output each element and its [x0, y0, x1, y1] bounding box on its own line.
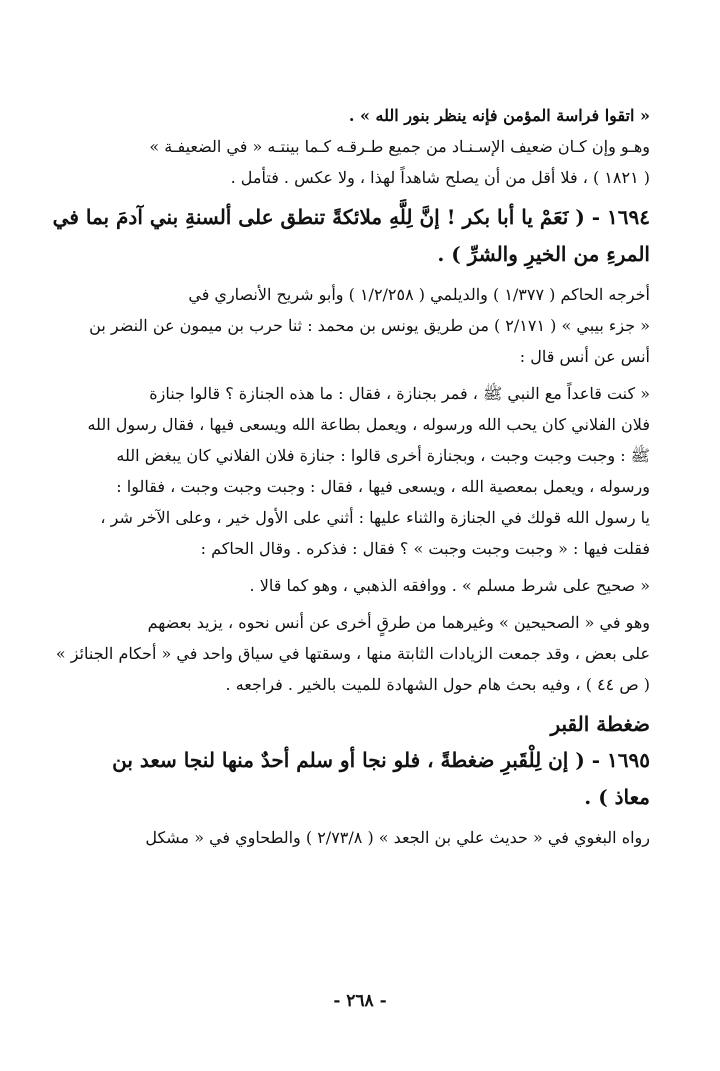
page-number: - ٢٦٨ -	[333, 991, 387, 1011]
text-line: ورسوله ، ويعمل بمعصية الله ، ويسعى فيها ، فقال : وجبت وجبت وجبت ، فقالوا :	[116, 477, 650, 496]
hadith-text-line: ١٦٩٤ - ( نَعَمْ يا أبا بكر ! إنَّ لِلَّهِ ملائكةً تنطق على ألسنةِ بني آدمَ بما في	[52, 205, 650, 229]
section-heading: ضغطة القبر	[550, 712, 650, 736]
text-line: ﷺ : وجبت وجبت وجبت ، وبجنازة أخرى قالوا : جنازة فلان الفلاني كان يبغض الله	[116, 446, 650, 465]
text-line: فقلت فيها : « وجبت وجبت وجبت » ؟ فقال : فذكره . وقال الحاكم :	[200, 539, 650, 558]
text-line: على بعض ، وقد جمعت الزيادات الثابتة منها ، وسقتها في سياق واحد في « أحكام الجنائز »	[55, 644, 650, 663]
text-line: وهو في « الصحيحين » وغيرهما من طرقٍ أخرى عن أنس نحوه ، يزيد بعضهم	[147, 613, 650, 632]
text-line: ( ص ٤٤ ) ، وفيه بحث هام حول الشهادة للميت بالخير . فراجعه .	[225, 675, 650, 694]
text-line: « اتقوا فراسة المؤمن فإنه ينظر بنور الله » .	[348, 106, 650, 125]
text-line: « كنت قاعداً مع النبي ﷺ ، فمر بجنازة ، فقال : ما هذه الجنازة ؟ قالوا جنازة	[149, 384, 650, 403]
text-line: « جزء بيبي » ( ٢/١٧١ ) من طريق يونس بن محمد : ثنا حرب بن ميمون عن النضر بن	[89, 316, 650, 335]
hadith-text-line: معاذ ) .	[584, 785, 650, 809]
hadith-text-line: المرءِ من الخيرِ والشرِّ ) .	[437, 242, 650, 266]
hadith-text-line: ١٦٩٥ - ( إن لِلْقَبرِ ضغطةً ، فلو نجا أو سلم أحدٌ منها لنجا سعد بن	[112, 748, 650, 772]
text-line: ( ١٨٢١ ) ، فلا أقل من أن يصلح شاهداً لهذا ، ولا عكس . فتأمل .	[230, 168, 650, 187]
text-line: يا رسول الله قولك في الجنازة والثناء عليها : أثني على الأول خير ، وعلى الآخر شر ،	[100, 508, 650, 527]
text-line: وهـو وإن كـان ضعيف الإسـنـاد من جميع طـرقـه كـما بينتـه « في الضعيفـة »	[149, 137, 650, 156]
text-line: أنس عن أنس قال :	[519, 347, 650, 366]
text-line: « صحيح على شرط مسلم » . ووافقه الذهبي ، وهو كما قالا .	[249, 576, 650, 595]
text-line: أخرجه الحاكم ( ١/٣٧٧ ) والديلمي ( ١/٢/٢٥٨ ) وأبو شريح الأنصاري في	[188, 285, 650, 304]
text-line: رواه البغوي في « حديث علي بن الجعد » ( ٢/٧٣/٨ ) والطحاوي في « مشكل	[145, 828, 650, 847]
text-line: فلان الفلاني كان يحب الله ورسوله ، ويعمل بطاعة الله ويسعى فيها ، فقال رسول الله	[87, 415, 650, 434]
